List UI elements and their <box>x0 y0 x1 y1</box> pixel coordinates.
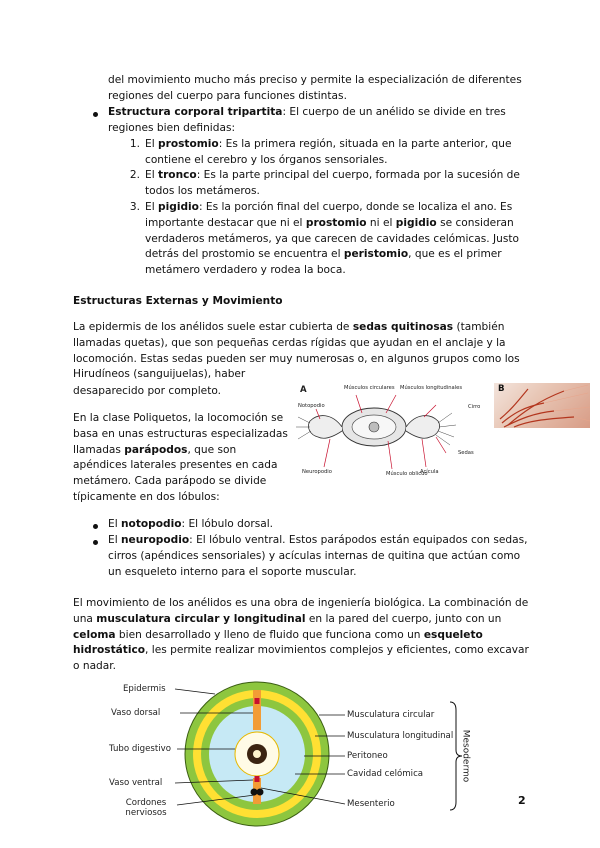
label-sedas: Sedas <box>458 450 474 456</box>
page-number: 2 <box>518 794 526 807</box>
label-musculatura-longitudinal: Musculatura longitudinal <box>347 731 454 741</box>
bullet-dot <box>93 112 98 117</box>
lobe-notopodio: El notopodio: El lóbulo dorsal. <box>108 518 274 530</box>
label-musculos-longitudinales: Músculos longitudinales <box>400 385 463 391</box>
parapod-photo-drawing <box>494 383 590 428</box>
region-prostomio: El prostomio: Es la primera región, situada en la parte anterior, que contiene el cerebro y los órganos sensoriales. <box>145 138 512 166</box>
cross-section-diagram <box>105 680 505 830</box>
region-tronco: El tronco: Es la parte principal del cuerpo, formada por la sucesión de todos los metámeros. <box>145 169 520 197</box>
paragraph-parapodos: En la clase Poliquetos, la locomoción se basa en unas estructuras especializadas llamadas parápodos, que son apéndices laterales presentes en cada metámero. Cada parápodo se divide típicamente en dos lóbulos: <box>73 412 288 503</box>
label-musculatura-circular: Musculatura circular <box>347 710 435 720</box>
label-cordones-nerviosos: Cordones nerviosos <box>125 798 167 818</box>
list-number: 2. <box>129 169 140 181</box>
list-number: 3. <box>129 201 140 213</box>
paragraph-movimiento: El movimiento de los anélidos es una obra de ingeniería biológica. La combinación de una musculatura circular y longitudinal en la pared del cuerpo, junto con un celoma bien desarrollado y lleno de fluido que funciona como un esqueleto hidrostático, les permite realizar movimientos complejos y eficientes, como excavar o nadar. <box>73 597 529 673</box>
continuation-text: del movimiento mucho más preciso y permite la especialización de diferentes regiones del cuerpo para funciones distintas. <box>108 74 522 102</box>
paragraph-sedas-end: desaparecido por completo. <box>73 385 222 397</box>
tripartita-item: Estructura corporal tripartita: El cuerpo de un anélido se divide en tres regiones bien definidas: <box>108 106 506 134</box>
lobe-neuropodio: El neuropodio: El lóbulo ventral. Estos parápodos están equipados con sedas, cirros (apéndices sensoriales) y acículas internas de quitina que actúan como un esqueleto interno para el soporte muscular. <box>108 534 528 578</box>
label-cavidad-celomica: Cavidad celómica <box>347 769 424 779</box>
label-neuropodio: Neuropodio <box>302 469 332 475</box>
bullet-dot <box>93 540 98 545</box>
parapod-diagram <box>296 383 492 495</box>
list-number: 1. <box>129 138 140 150</box>
label-musculos-circulares: Músculos circulares <box>344 385 395 391</box>
paragraph-sedas: La epidermis de los anélidos suele estar cubierta de sedas quitinosas (también llamadas quetas), que son pequeñas cerdas rígidas que ayudan en el anclaje y la locomoción. Estas sedas pueden ser muy numerosas o, en algunos grupos como los Hirudíneos (sanguijuelas), haber <box>73 321 520 381</box>
label-cirro: Cirro <box>468 404 481 410</box>
bullet-dot <box>93 524 98 529</box>
parapod-photo <box>494 383 590 428</box>
parapod-drawing <box>296 383 492 495</box>
label-musculo-oblicuo: Músculo oblicuo <box>386 471 428 477</box>
label-mesodermo: Mesodermo <box>460 729 471 783</box>
label-vaso-dorsal: Vaso dorsal <box>111 708 161 718</box>
label-notopodio: Notopodio <box>298 403 325 409</box>
label-acicula: Acícula <box>420 469 439 475</box>
label-mesenterio: Mesenterio <box>347 799 395 809</box>
region-pigidio: El pigidio: Es la porción final del cuerpo, donde se localiza el ano. Es importante destacar que ni el prostomio ni el pigidio se consideran verdaderos metámeros, ya que carecen de cavidades celómicas. Justo detrás del prostomio se encuentra el peristomio, que es el primer metámero verdadero y rodea la boca. <box>145 201 519 277</box>
label-epidermis: Epidermis <box>123 684 166 694</box>
figure-label-b: B <box>498 384 505 394</box>
figure-label-a: A <box>300 385 307 395</box>
label-vaso-ventral: Vaso ventral <box>109 778 163 788</box>
section-heading: Estructuras Externas y Movimiento <box>73 295 283 307</box>
label-peritoneo: Peritoneo <box>347 751 388 761</box>
label-tubo-digestivo: Tubo digestivo <box>109 744 171 754</box>
